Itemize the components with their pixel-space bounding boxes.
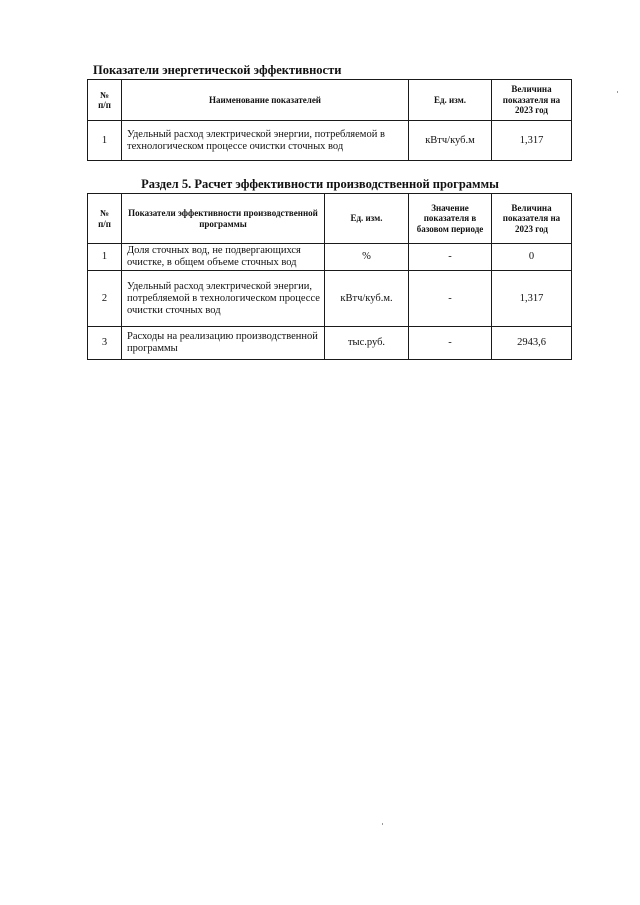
cell-unit: тыс.руб. bbox=[325, 327, 409, 360]
cell-base: - bbox=[409, 244, 492, 271]
cell-value: 2943,6 bbox=[492, 327, 572, 360]
cell-value: 1,317 bbox=[492, 271, 572, 327]
cell-unit: % bbox=[325, 244, 409, 271]
section2-title: Раздел 5. Расчет эффективности производственной программы bbox=[141, 177, 499, 191]
table-row bbox=[88, 244, 572, 271]
cell-unit: кВтч/куб.м bbox=[409, 121, 492, 161]
cell-name: Удельный расход электрической энергии, потребляемой в технологическом процессе очистки сточных вод bbox=[122, 121, 409, 161]
table-header-row bbox=[88, 80, 572, 121]
section1-title: Показатели энергетической эффективности bbox=[93, 63, 342, 77]
cell-name: Удельный расход электрической энергии, потребляемой в технологическом процессе очистки сточных вод bbox=[122, 271, 325, 327]
col-header-value: Величина показателя на 2023 год bbox=[492, 194, 572, 244]
col-header-base: Значение показателя в базовом периоде bbox=[409, 194, 492, 244]
col-header-unit: Ед. изм. bbox=[409, 80, 492, 121]
scan-speck bbox=[617, 91, 618, 93]
cell-name: Расходы на реализацию производственной программы bbox=[122, 327, 325, 360]
cell-value: 1,317 bbox=[492, 121, 572, 161]
cell-unit: кВтч/куб.м. bbox=[325, 271, 409, 327]
cell-num: 2 bbox=[88, 271, 122, 327]
table-header-row bbox=[88, 194, 572, 244]
cell-num: 3 bbox=[88, 327, 122, 360]
col-header-num: № п/п bbox=[88, 194, 122, 244]
cell-base: - bbox=[409, 271, 492, 327]
col-header-value: Величина показателя на 2023 год bbox=[492, 80, 572, 121]
scan-speck bbox=[382, 823, 383, 825]
cell-value: 0 bbox=[492, 244, 572, 271]
table-row bbox=[88, 271, 572, 327]
col-header-name: Наименование показателей bbox=[122, 80, 409, 121]
cell-base: - bbox=[409, 327, 492, 360]
cell-num: 1 bbox=[88, 121, 122, 161]
col-header-num: № п/п bbox=[88, 80, 122, 121]
col-header-unit: Ед. изм. bbox=[325, 194, 409, 244]
cell-name: Доля сточных вод, не подвергающихся очистке, в общем объеме сточных вод bbox=[122, 244, 325, 271]
col-header-name: Показатели эффективности производственной программы bbox=[122, 194, 325, 244]
energy-efficiency-table bbox=[87, 79, 572, 161]
table-row bbox=[88, 327, 572, 360]
program-efficiency-table bbox=[87, 193, 572, 360]
cell-num: 1 bbox=[88, 244, 122, 271]
table-row bbox=[88, 121, 572, 161]
